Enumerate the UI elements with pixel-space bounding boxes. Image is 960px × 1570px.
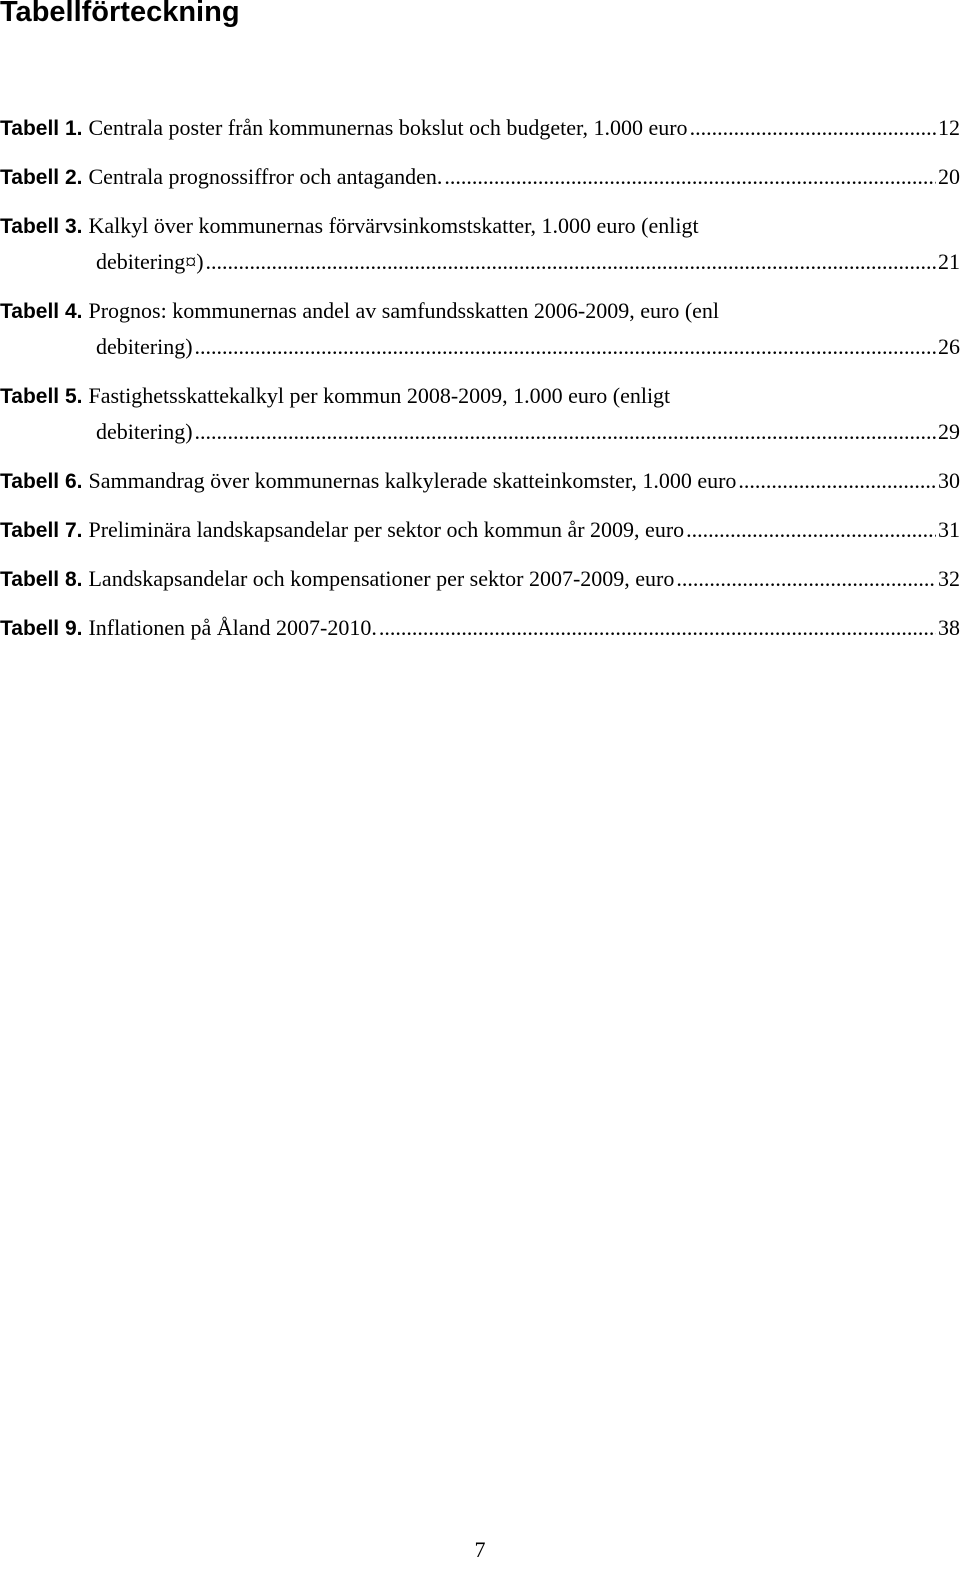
- dot-leader: [195, 329, 936, 365]
- toc-entry[interactable]: [0, 208, 960, 280]
- toc-entry-title: Landskapsandelar och kompensationer per sektor 2007-2009, euro: [88, 566, 675, 591]
- toc-entry-title-continued: debitering): [96, 419, 193, 444]
- toc-entry-label: Tabell 8.: [0, 568, 83, 591]
- toc-entry[interactable]: [0, 159, 960, 195]
- toc-entry-line: [0, 159, 960, 195]
- dot-leader: [444, 159, 936, 195]
- page-number: 7: [474, 1537, 486, 1562]
- toc-entry-line: [0, 561, 960, 597]
- toc-entry-title: Centrala prognossiffror och antaganden.: [88, 164, 443, 189]
- toc-entry-page: 21: [938, 249, 960, 274]
- toc-entry-label: Tabell 4.: [0, 300, 83, 323]
- toc-entry-page: 30: [938, 468, 960, 493]
- toc-entry[interactable]: [0, 293, 960, 365]
- toc-entry-title: Sammandrag över kommunernas kalkylerade skatteinkomster, 1.000 euro: [88, 468, 737, 493]
- toc-entry-line: [0, 610, 960, 646]
- toc-entry-line: [0, 414, 960, 450]
- toc-entry-page: 26: [938, 334, 960, 359]
- dot-leader: [206, 244, 936, 280]
- toc-entry-label: Tabell 7.: [0, 519, 83, 542]
- toc-entry-line: [0, 378, 960, 414]
- toc-entry-line: [0, 293, 960, 329]
- toc-entry-label: Tabell 9.: [0, 617, 83, 640]
- page-title: Tabellförteckning: [0, 0, 240, 28]
- toc-entry[interactable]: [0, 463, 960, 499]
- toc-entry-title: Prognos: kommunernas andel av samfundsskatten 2006-2009, euro (enl: [88, 298, 720, 323]
- dot-leader: [195, 414, 936, 450]
- toc-entry-line: [0, 329, 960, 365]
- dot-leader: [690, 110, 936, 146]
- toc-entry-label: Tabell 5.: [0, 385, 83, 408]
- toc-entry-page: 38: [938, 615, 960, 640]
- toc-entry-label: Tabell 3.: [0, 215, 83, 238]
- toc-entry-title: Centrala poster från kommunernas bokslut och budgeter, 1.000 euro: [88, 115, 688, 140]
- toc-entry-title-continued: debitering¤): [96, 249, 204, 274]
- toc-entry[interactable]: [0, 610, 960, 646]
- toc-entry-title: Kalkyl över kommunernas förvärvsinkomstskatter, 1.000 euro (enligt: [88, 213, 699, 238]
- toc-entry-title-continued: debitering): [96, 334, 193, 359]
- table-of-tables: [0, 110, 960, 659]
- toc-entry-line: [0, 463, 960, 499]
- toc-entry-page: 29: [938, 419, 960, 444]
- toc-entry-page: 20: [938, 164, 960, 189]
- toc-entry-label: Tabell 2.: [0, 166, 83, 189]
- toc-entry-page: 31: [938, 517, 960, 542]
- toc-entry[interactable]: [0, 110, 960, 146]
- toc-entry[interactable]: [0, 512, 960, 548]
- toc-entry-line: [0, 512, 960, 548]
- toc-entry-title: Preliminära landskapsandelar per sektor och kommun år 2009, euro: [88, 517, 685, 542]
- toc-entry-page: 32: [938, 566, 960, 591]
- dot-leader: [686, 512, 936, 548]
- toc-entry-title: Fastighetsskattekalkyl per kommun 2008-2009, 1.000 euro (enligt: [88, 383, 671, 408]
- toc-entry[interactable]: [0, 378, 960, 450]
- dot-leader: [676, 561, 936, 597]
- toc-entry-label: Tabell 1.: [0, 117, 83, 140]
- toc-entry-title: Inflationen på Åland 2007-2010.: [88, 615, 377, 640]
- toc-entry-line: [0, 244, 960, 280]
- dot-leader: [379, 610, 936, 646]
- dot-leader: [738, 463, 936, 499]
- toc-entry[interactable]: [0, 561, 960, 597]
- toc-entry-label: Tabell 6.: [0, 470, 83, 493]
- toc-entry-line: [0, 208, 960, 244]
- toc-entry-line: [0, 110, 960, 146]
- toc-entry-page: 12: [938, 115, 960, 140]
